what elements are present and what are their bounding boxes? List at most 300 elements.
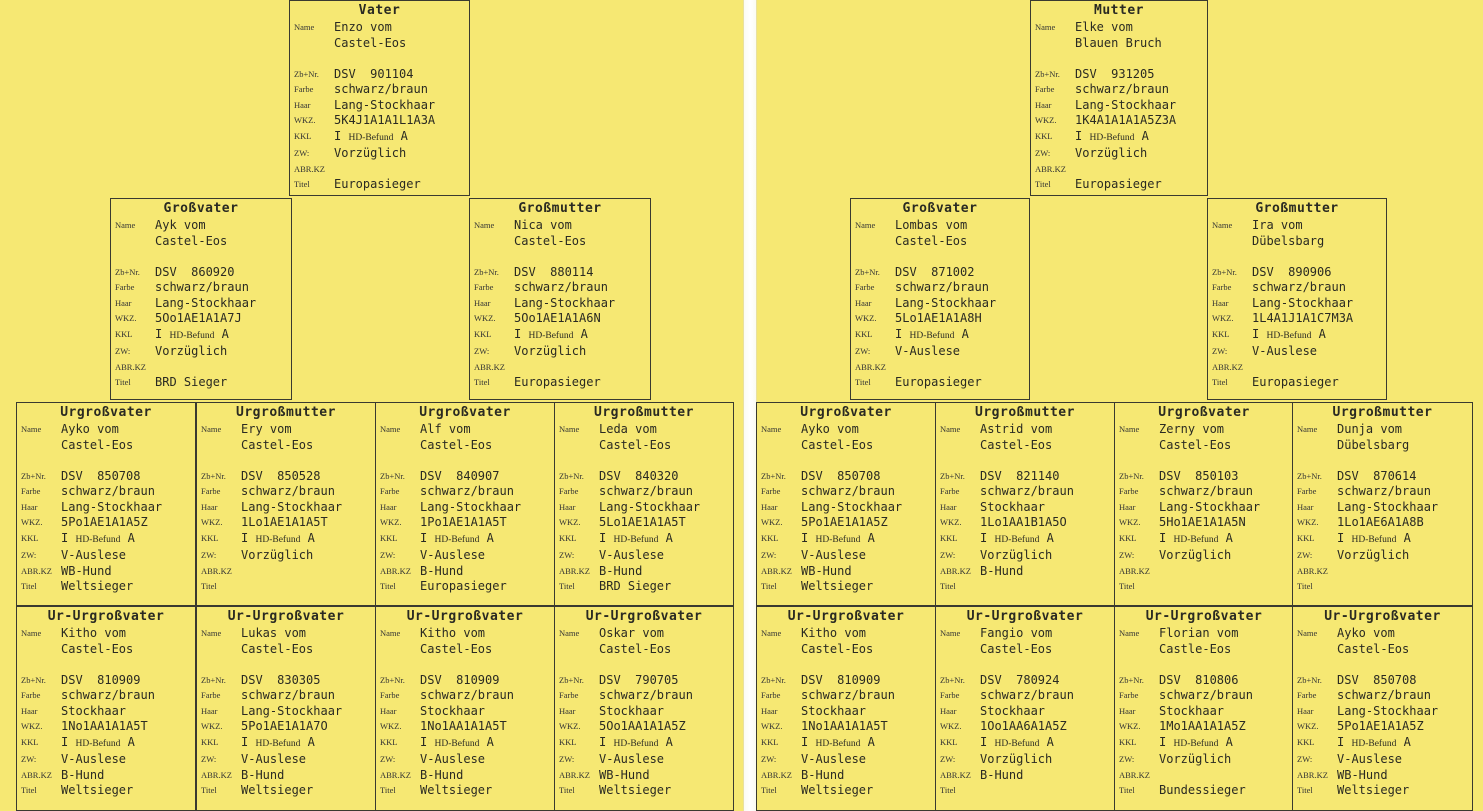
label-zw: ZW:: [1035, 148, 1051, 158]
zbnr-value: DSV 821140: [980, 468, 1060, 483]
label-abrkz: ABR.KZ: [380, 769, 411, 780]
kkl-hd-label: HD-Befund: [1351, 534, 1397, 545]
label-abrkz: ABR.KZ: [21, 769, 52, 780]
kkl-grade: A: [400, 128, 408, 143]
label-zw: ZW:: [1212, 346, 1228, 356]
kkl-value: [1075, 129, 1203, 147]
pedigree-card-ur-urgrossvater: [756, 606, 936, 811]
kkl-hd-label: HD-Befund: [169, 330, 215, 341]
abrkz-value: B-Hund: [599, 563, 643, 578]
zw-value: Vorzüglich: [1075, 146, 1148, 160]
kkl-grade: A: [127, 734, 135, 749]
kkl-class: I: [1252, 326, 1260, 341]
titel-value: Weltsieger: [420, 783, 493, 797]
dog-name-line2: Castel-Eos: [155, 233, 228, 248]
zbnr-value: DSV 850528: [241, 468, 321, 483]
label-wkz: WKZ.: [474, 313, 496, 323]
label-farbe: Farbe: [1119, 690, 1139, 700]
kkl-value: [420, 531, 550, 549]
label-zbnr: Zb+Nr.: [1297, 470, 1322, 481]
label-zbnr: Zb+Nr.: [559, 674, 584, 685]
dog-name-line2: Castel-Eos: [61, 437, 134, 452]
kkl-value: [420, 735, 550, 753]
farbe-value: schwarz/braun: [599, 688, 693, 702]
label-zw: ZW:: [1297, 754, 1313, 764]
card-title: Urgroßvater: [419, 405, 511, 420]
titel-value: Weltsieger: [1337, 783, 1410, 797]
label-abrkz: ABR.KZ: [201, 769, 232, 780]
wkz-value: 5Po1AE1A1A5Z: [1337, 719, 1424, 733]
label-wkz: WKZ.: [1297, 721, 1319, 731]
label-zbnr: Zb+Nr.: [294, 68, 319, 79]
dog-name-line2: Castel-Eos: [1337, 641, 1410, 656]
label-farbe: Farbe: [1035, 84, 1055, 94]
label-haar: Haar: [761, 705, 778, 716]
titel-value: Europasieger: [1075, 177, 1162, 191]
dog-name-line2: Castel-Eos: [420, 641, 493, 656]
wkz-value: 1Lo1AE6A1A8B: [1337, 515, 1424, 529]
dog-name-line2: Castel-Eos: [599, 437, 672, 452]
zw-value: V-Auslese: [241, 752, 307, 766]
label-titel: Titel: [1035, 179, 1051, 189]
kkl-hd-label: HD-Befund: [348, 132, 394, 143]
dog-name-line1: Astrid vom: [980, 422, 1053, 436]
haar-value: Lang-Stockhaar: [895, 295, 997, 310]
kkl-value: [61, 531, 191, 549]
pedigree-card-ur-urgrossvater: [196, 606, 376, 811]
label-titel: Titel: [201, 581, 217, 591]
label-zbnr: Zb+Nr.: [1297, 674, 1322, 685]
label-farbe: Farbe: [1297, 486, 1317, 496]
haar-value: Stockhaar: [599, 703, 665, 718]
kkl-class: I: [241, 530, 249, 545]
kkl-hd-label: HD-Befund: [613, 534, 659, 545]
card-title: Großvater: [902, 201, 978, 216]
zw-value: Vorzüglich: [514, 344, 587, 358]
label-wkz: WKZ.: [761, 721, 783, 731]
kkl-grade: A: [665, 734, 673, 749]
card-title: Großvater: [163, 201, 239, 216]
kkl-class: I: [420, 530, 428, 545]
farbe-value: schwarz/braun: [241, 484, 335, 498]
label-titel: Titel: [761, 581, 777, 591]
dog-name-line2: Dübelsbarg: [1337, 437, 1410, 452]
wkz-value: 5Lo1AE1A1A5T: [599, 515, 686, 529]
label-haar: Haar: [380, 501, 397, 512]
haar-value: Lang-Stockhaar: [599, 499, 701, 514]
label-name: Name: [1119, 424, 1140, 434]
abrkz-value: B-Hund: [420, 767, 464, 782]
label-kkl: KKL: [474, 328, 492, 339]
label-farbe: Farbe: [761, 690, 781, 700]
label-kkl: KKL: [761, 532, 779, 543]
farbe-value: schwarz/braun: [801, 688, 895, 702]
kkl-hd-label: HD-Befund: [528, 330, 574, 341]
zbnr-value: DSV 840907: [420, 468, 500, 483]
kkl-value: [1337, 531, 1468, 549]
kkl-hd-label: HD-Befund: [1266, 330, 1312, 341]
pedigree-card-grossmutter: [469, 198, 651, 400]
kkl-class: I: [1337, 530, 1345, 545]
zbnr-value: DSV 790705: [599, 672, 679, 687]
label-titel: Titel: [115, 377, 131, 387]
label-haar: Haar: [474, 297, 491, 308]
label-wkz: WKZ.: [1119, 517, 1141, 527]
kkl-class: I: [801, 530, 809, 545]
label-zbnr: Zb+Nr.: [1212, 266, 1237, 277]
pedigree-card-urgrossmutter: [196, 402, 376, 606]
zw-value: Vorzüglich: [241, 548, 314, 562]
farbe-value: schwarz/braun: [801, 484, 895, 498]
dog-name-line1: Ayko vom: [61, 422, 119, 436]
label-zw: ZW:: [380, 754, 396, 764]
haar-value: Stockhaar: [1159, 703, 1225, 718]
zbnr-value: DSV 901104: [334, 66, 414, 81]
kkl-grade: A: [307, 734, 315, 749]
kkl-class: I: [801, 734, 809, 749]
wkz-value: 1Lo1AE1A1A5T: [241, 515, 328, 529]
pedigree-card-ur-urgrossvater: [1292, 606, 1473, 811]
label-zw: ZW:: [1297, 550, 1313, 560]
farbe-value: schwarz/braun: [420, 484, 514, 498]
dog-name-line2: Castel-Eos: [420, 437, 493, 452]
label-kkl: KKL: [21, 532, 39, 543]
label-wkz: WKZ.: [1212, 313, 1234, 323]
kkl-class: I: [61, 734, 69, 749]
wkz-value: 1K4A1A1A1A5Z3A: [1075, 113, 1177, 127]
dog-name-line2: Castel-Eos: [895, 233, 968, 248]
wkz-value: 5K4J1A1A1L1A3A: [334, 113, 436, 127]
wkz-value: 1No1AA1A1A5T: [61, 719, 148, 733]
zw-value: V-Auslese: [61, 752, 127, 766]
label-haar: Haar: [1212, 297, 1229, 308]
farbe-value: schwarz/braun: [514, 280, 608, 294]
label-zw: ZW:: [940, 754, 956, 764]
haar-value: Lang-Stockhaar: [1337, 499, 1439, 514]
farbe-value: schwarz/braun: [1159, 484, 1253, 498]
wkz-value: 5Oo1AE1A1A7J: [155, 311, 242, 325]
label-name: Name: [1297, 628, 1318, 638]
label-zbnr: Zb+Nr.: [380, 470, 405, 481]
farbe-value: schwarz/braun: [155, 280, 249, 294]
zbnr-value: DSV 840320: [599, 468, 679, 483]
kkl-hd-label: HD-Befund: [815, 738, 861, 749]
titel-value: Europasieger: [1252, 375, 1339, 389]
wkz-value: 5Lo1AE1A1A8H: [895, 311, 982, 325]
card-title: Urgroßmutter: [1332, 405, 1433, 420]
label-name: Name: [559, 628, 580, 638]
kkl-class: I: [61, 530, 69, 545]
label-abrkz: ABR.KZ: [1119, 565, 1150, 576]
label-kkl: KKL: [201, 736, 219, 747]
zw-value: V-Auslese: [1337, 752, 1403, 766]
zbnr-value: DSV 850708: [801, 468, 881, 483]
dog-name-line1: Kitho vom: [801, 626, 867, 640]
zw-value: V-Auslese: [801, 548, 867, 562]
kkl-grade: A: [1046, 734, 1054, 749]
label-titel: Titel: [940, 581, 956, 591]
label-name: Name: [855, 220, 876, 230]
zw-value: Vorzüglich: [1159, 548, 1232, 562]
kkl-grade: A: [1225, 530, 1233, 545]
farbe-value: schwarz/braun: [1337, 484, 1431, 498]
label-kkl: KKL: [21, 736, 39, 747]
haar-value: Lang-Stockhaar: [61, 499, 163, 514]
label-titel: Titel: [1297, 785, 1313, 795]
wkz-value: 1Lo1AA1B1A5O: [980, 515, 1067, 529]
label-abrkz: ABR.KZ: [761, 769, 792, 780]
dog-name-line2: Castel-Eos: [980, 437, 1053, 452]
label-wkz: WKZ.: [1297, 517, 1319, 527]
kkl-grade: A: [221, 326, 229, 341]
titel-value: BRD Sieger: [155, 375, 228, 389]
kkl-class: I: [895, 326, 903, 341]
label-abrkz: ABR.KZ: [474, 361, 505, 372]
haar-value: Lang-Stockhaar: [241, 499, 343, 514]
label-titel: Titel: [559, 581, 575, 591]
kkl-hd-label: HD-Befund: [613, 738, 659, 749]
kkl-grade: A: [867, 734, 875, 749]
label-abrkz: ABR.KZ: [294, 163, 325, 174]
kkl-class: I: [1075, 128, 1083, 143]
abrkz-value: WB-Hund: [1337, 767, 1388, 782]
pedigree-card-ur-urgrossvater: [375, 606, 555, 811]
kkl-hd-label: HD-Befund: [255, 534, 301, 545]
label-abrkz: ABR.KZ: [855, 361, 886, 372]
pedigree-card-grossmutter: [1207, 198, 1387, 400]
zbnr-value: DSV 810909: [420, 672, 500, 687]
kkl-hd-label: HD-Befund: [1173, 738, 1219, 749]
label-haar: Haar: [855, 297, 872, 308]
kkl-class: I: [514, 326, 522, 341]
label-haar: Haar: [1297, 501, 1314, 512]
card-title: Ur-Urgroßvater: [227, 609, 345, 624]
abrkz-value: WB-Hund: [801, 563, 852, 578]
label-farbe: Farbe: [294, 84, 314, 94]
label-zw: ZW:: [559, 550, 575, 560]
titel-value: Weltsieger: [801, 783, 874, 797]
dog-name-line2: Castel-Eos: [241, 641, 314, 656]
card-title: Urgroßvater: [800, 405, 892, 420]
titel-value: Bundessieger: [1159, 783, 1246, 797]
label-wkz: WKZ.: [21, 721, 43, 731]
haar-value: Lang-Stockhaar: [514, 295, 616, 310]
wkz-value: 5Po1AE1A1A5Z: [801, 515, 888, 529]
label-zw: ZW:: [761, 550, 777, 560]
kkl-class: I: [1159, 530, 1167, 545]
wkz-value: 5Po1AE1A1A5Z: [61, 515, 148, 529]
label-abrkz: ABR.KZ: [940, 769, 971, 780]
card-title: Ur-Urgroßvater: [585, 609, 703, 624]
farbe-value: schwarz/braun: [895, 280, 989, 294]
zw-value: V-Auslese: [801, 752, 867, 766]
pedigree-card-grossvater: [850, 198, 1030, 400]
label-kkl: KKL: [1297, 532, 1315, 543]
kkl-value: [61, 735, 191, 753]
label-zbnr: Zb+Nr.: [855, 266, 880, 277]
dog-name-line1: Ayko vom: [1337, 626, 1395, 640]
pedigree-card-mutter: [1030, 0, 1208, 196]
titel-value: Europasieger: [334, 177, 421, 191]
label-name: Name: [380, 424, 401, 434]
kkl-value: [801, 735, 931, 753]
label-zbnr: Zb+Nr.: [761, 674, 786, 685]
label-abrkz: ABR.KZ: [1297, 565, 1328, 576]
label-zw: ZW:: [1119, 754, 1135, 764]
label-zbnr: Zb+Nr.: [761, 470, 786, 481]
zbnr-value: DSV 810909: [61, 672, 141, 687]
label-zbnr: Zb+Nr.: [940, 470, 965, 481]
titel-value: BRD Sieger: [599, 579, 672, 593]
zw-value: Vorzüglich: [1159, 752, 1232, 766]
card-title: Urgroßvater: [1158, 405, 1250, 420]
pedigree-card-urgrossvater: [1114, 402, 1294, 606]
label-kkl: KKL: [115, 328, 133, 339]
label-titel: Titel: [1297, 581, 1313, 591]
kkl-grade: A: [1403, 734, 1411, 749]
abrkz-value: B-Hund: [980, 767, 1024, 782]
kkl-class: I: [1159, 734, 1167, 749]
pedigree-card-ur-urgrossvater: [1114, 606, 1294, 811]
zw-value: Vorzüglich: [155, 344, 228, 358]
label-farbe: Farbe: [855, 282, 875, 292]
kkl-class: I: [241, 734, 249, 749]
kkl-hd-label: HD-Befund: [434, 534, 480, 545]
label-farbe: Farbe: [1212, 282, 1232, 292]
haar-value: Lang-Stockhaar: [1337, 703, 1439, 718]
label-kkl: KKL: [1212, 328, 1230, 339]
label-haar: Haar: [201, 705, 218, 716]
label-farbe: Farbe: [1119, 486, 1139, 496]
label-zw: ZW:: [559, 754, 575, 764]
label-zw: ZW:: [201, 550, 217, 560]
label-titel: Titel: [380, 581, 396, 591]
label-kkl: KKL: [1035, 130, 1053, 141]
label-zw: ZW:: [940, 550, 956, 560]
abrkz-value: B-Hund: [241, 767, 285, 782]
kkl-hd-label: HD-Befund: [815, 534, 861, 545]
dog-name-line2: Castel-Eos: [61, 641, 134, 656]
wkz-value: 1Po1AE1A1A5T: [420, 515, 507, 529]
label-titel: Titel: [559, 785, 575, 795]
farbe-value: schwarz/braun: [980, 484, 1074, 498]
label-kkl: KKL: [1119, 532, 1137, 543]
label-wkz: WKZ.: [201, 721, 223, 731]
label-zbnr: Zb+Nr.: [940, 674, 965, 685]
label-farbe: Farbe: [21, 486, 41, 496]
label-abrkz: ABR.KZ: [940, 565, 971, 576]
kkl-class: I: [980, 734, 988, 749]
titel-value: Weltsieger: [801, 579, 874, 593]
label-name: Name: [761, 628, 782, 638]
zw-value: V-Auslese: [599, 752, 665, 766]
kkl-value: [1159, 735, 1289, 753]
farbe-value: schwarz/braun: [61, 484, 155, 498]
farbe-value: schwarz/braun: [599, 484, 693, 498]
farbe-value: schwarz/braun: [1075, 82, 1169, 96]
label-zw: ZW:: [380, 550, 396, 560]
zw-value: V-Auslese: [420, 752, 486, 766]
label-farbe: Farbe: [761, 486, 781, 496]
label-farbe: Farbe: [940, 690, 960, 700]
label-kkl: KKL: [855, 328, 873, 339]
label-name: Name: [201, 628, 222, 638]
pedigree-card-urgrossmutter: [554, 402, 734, 606]
label-name: Name: [761, 424, 782, 434]
zw-value: V-Auslese: [895, 344, 961, 358]
kkl-value: [241, 531, 371, 549]
dog-name-line2: Castel-Eos: [801, 437, 874, 452]
label-wkz: WKZ.: [294, 115, 316, 125]
dog-name-line1: Nica vom: [514, 218, 572, 232]
farbe-value: schwarz/braun: [1252, 280, 1346, 294]
titel-value: Europasieger: [514, 375, 601, 389]
dog-name-line1: Enzo vom: [334, 20, 392, 34]
label-abrkz: ABR.KZ: [380, 565, 411, 576]
card-title: Ur-Urgroßvater: [1145, 609, 1263, 624]
dog-name-line2: Castel-Eos: [1159, 437, 1232, 452]
zw-value: Vorzüglich: [980, 548, 1053, 562]
label-titel: Titel: [1119, 581, 1135, 591]
label-farbe: Farbe: [474, 282, 494, 292]
zbnr-value: DSV 810909: [801, 672, 881, 687]
label-kkl: KKL: [940, 532, 958, 543]
kkl-class: I: [420, 734, 428, 749]
label-farbe: Farbe: [21, 690, 41, 700]
label-wkz: WKZ.: [21, 517, 43, 527]
label-kkl: KKL: [761, 736, 779, 747]
zw-value: Vorzüglich: [1337, 548, 1410, 562]
page-fold: [743, 0, 757, 811]
abrkz-value: WB-Hund: [61, 563, 112, 578]
zw-value: V-Auslese: [61, 548, 127, 562]
zw-value: V-Auslese: [1252, 344, 1318, 358]
dog-name-line2: Castel-Eos: [599, 641, 672, 656]
haar-value: Lang-Stockhaar: [801, 499, 903, 514]
kkl-value: [980, 531, 1110, 549]
label-zbnr: Zb+Nr.: [201, 674, 226, 685]
label-titel: Titel: [21, 581, 37, 591]
card-title: Urgroßmutter: [594, 405, 694, 420]
kkl-hd-label: HD-Befund: [1173, 534, 1219, 545]
label-farbe: Farbe: [1297, 690, 1317, 700]
label-haar: Haar: [559, 705, 576, 716]
zbnr-value: DSV 890906: [1252, 264, 1332, 279]
label-titel: Titel: [855, 377, 871, 387]
label-abrkz: ABR.KZ: [559, 565, 590, 576]
label-abrkz: ABR.KZ: [115, 361, 146, 372]
kkl-hd-label: HD-Befund: [434, 738, 480, 749]
titel-value: Weltsieger: [61, 783, 134, 797]
label-haar: Haar: [21, 705, 38, 716]
dog-name-line1: Florian vom: [1159, 626, 1239, 640]
label-zw: ZW:: [115, 346, 131, 356]
label-kkl: KKL: [559, 736, 577, 747]
haar-value: Lang-Stockhaar: [420, 499, 522, 514]
label-titel: Titel: [21, 785, 37, 795]
label-farbe: Farbe: [940, 486, 960, 496]
wkz-value: 1L4A1J1A1C7M3A: [1252, 311, 1354, 325]
card-title: Vater: [358, 3, 401, 18]
label-zw: ZW:: [21, 754, 37, 764]
kkl-value: [980, 735, 1110, 753]
abrkz-value: B-Hund: [61, 767, 105, 782]
dog-name-line1: Lombas vom: [895, 218, 968, 232]
label-name: Name: [21, 424, 42, 434]
pedigree-card-vater: [289, 0, 470, 196]
abrkz-value: WB-Hund: [599, 767, 650, 782]
label-farbe: Farbe: [201, 690, 221, 700]
